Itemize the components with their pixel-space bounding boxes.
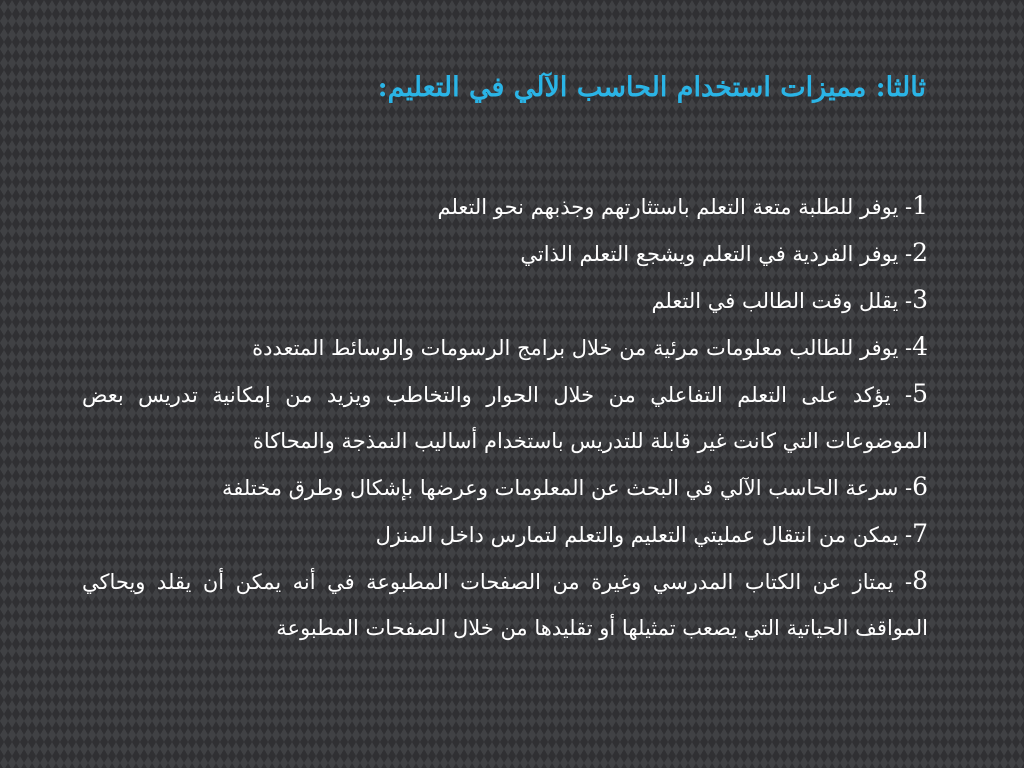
list-item bbox=[82, 183, 928, 230]
list-item bbox=[82, 371, 928, 464]
item-text: - يوفر للطلبة متعة التعلم باستثارتهم وجذبهم نحو التعلم bbox=[437, 195, 913, 219]
list-item bbox=[82, 230, 928, 277]
item-number: 3 bbox=[912, 285, 928, 314]
slide-content bbox=[82, 183, 928, 651]
list-item bbox=[82, 464, 928, 511]
item-number: 4 bbox=[912, 332, 928, 361]
item-text: - يوفر الفردية في التعلم ويشجع التعلم الذاتي bbox=[520, 242, 913, 266]
item-number: 6 bbox=[912, 472, 928, 501]
item-number: 7 bbox=[912, 519, 928, 548]
item-text: - يوفر للطالب معلومات مرئية من خلال برامج الرسومات والوسائط المتعددة bbox=[252, 336, 913, 360]
item-text: - يؤكد على التعلم التفاعلي من خلال الحوار والتخاطب ويزيد من إمكانية تدريس بعض الموضوعات التي كانت غير قابلة للتدريس باستخدام أساليب النمذجة والمحاكاة bbox=[82, 383, 928, 453]
item-number: 8 bbox=[912, 566, 928, 595]
item-number: 5 bbox=[912, 379, 928, 408]
list-item bbox=[82, 277, 928, 324]
slide-title: ثالثا: مميزات استخدام الحاسب الآلي في التعليم: bbox=[377, 72, 926, 103]
item-number: 1 bbox=[912, 191, 928, 220]
list-item bbox=[82, 324, 928, 371]
item-text: - يمتاز عن الكتاب المدرسي وغيرة من الصفحات المطبوعة في أنه يمكن أن يقلد ويحاكي المواقف الحياتية التي يصعب تمثيلها أو تقليدها من خلال الصفحات المطبوعة bbox=[82, 570, 928, 640]
item-number: 2 bbox=[912, 238, 928, 267]
item-text: - سرعة الحاسب الآلي في البحث عن المعلومات وعرضها بإشكال وطرق مختلفة bbox=[221, 476, 913, 500]
item-text: - يقلل وقت الطالب في التعلم bbox=[651, 289, 913, 313]
list-item bbox=[82, 511, 928, 558]
item-text: - يمكن من انتقال عمليتي التعليم والتعلم لتمارس داخل المنزل bbox=[375, 523, 913, 547]
list-item bbox=[82, 558, 928, 651]
